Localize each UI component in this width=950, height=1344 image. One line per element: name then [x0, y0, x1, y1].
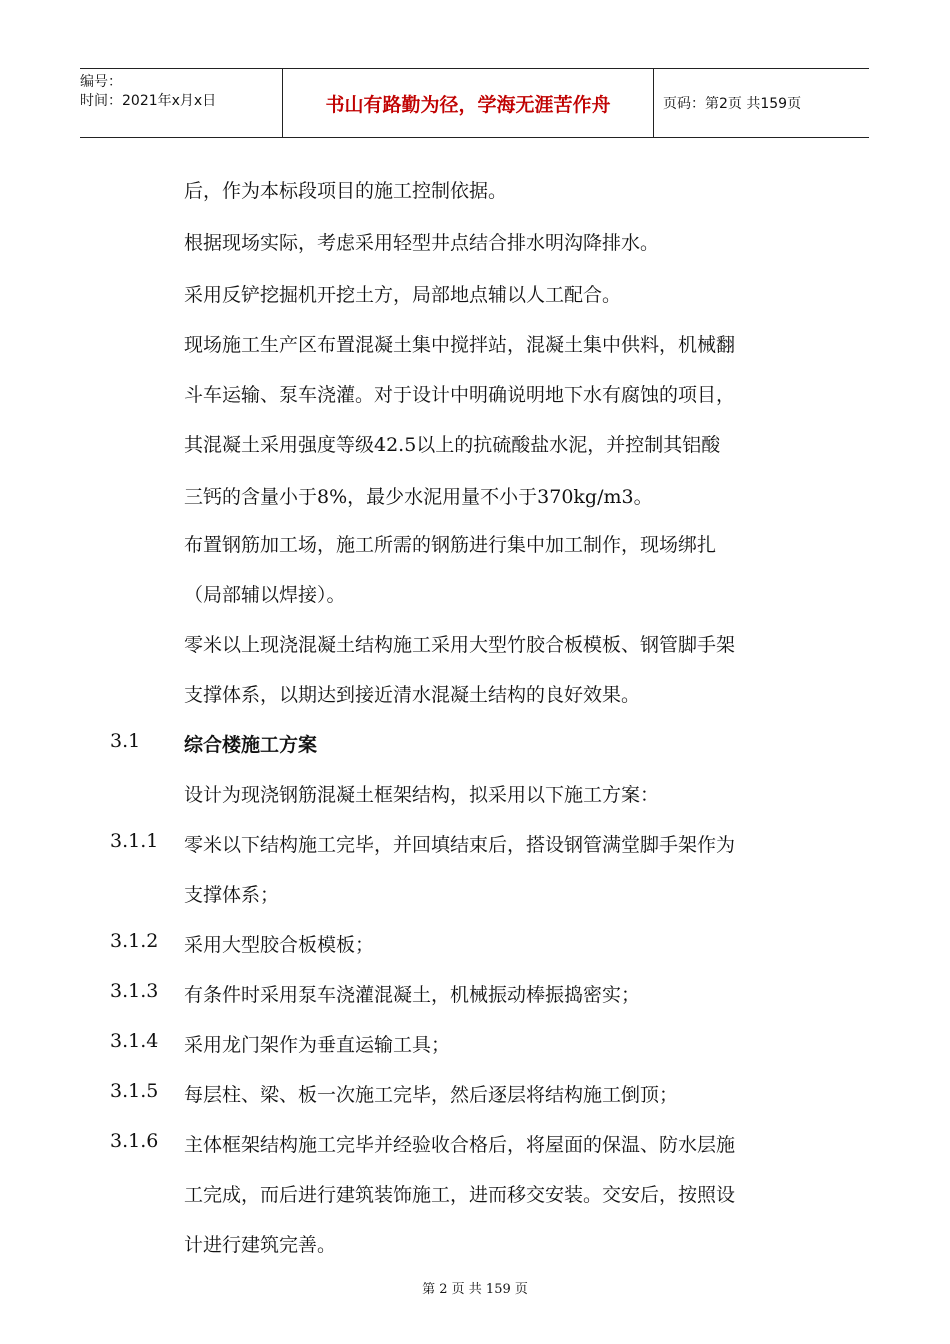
item-number: 3.1.1: [110, 830, 159, 852]
item-line: 采用龙门架作为垂直运输工具；: [184, 1034, 451, 1056]
body-line: 零米以上现浇混凝土结构施工采用大型竹胶合板模板、钢管脚手架: [184, 634, 736, 656]
body-line: 采用反铲挖掘机开挖土方，局部地点辅以人工配合。: [184, 284, 622, 306]
body-line: 其混凝土采用强度等级42.5以上的抗硫酸盐水泥，并控制其铝酸: [184, 434, 721, 456]
body-line: （局部辅以焊接）。: [184, 584, 346, 606]
page-header: [80, 68, 869, 138]
header-page-info: 页码：第2页 共159页: [663, 96, 802, 112]
body-line: 布置钢筋加工场，施工所需的钢筋进行集中加工制作，现场绑扎: [184, 534, 717, 556]
item-number: 3.1.6: [110, 1130, 159, 1152]
section-title: 综合楼施工方案: [184, 734, 318, 756]
header-meta: [80, 69, 282, 137]
page-footer: 第 2 页 共 159 页: [422, 1282, 528, 1297]
body-line: 支撑体系，以期达到接近清水混凝土结构的良好效果。: [184, 684, 641, 706]
item-line: 采用大型胶合板模板；: [184, 934, 375, 956]
body-line: 根据现场实际，考虑采用轻型井点结合排水明沟降排水。: [184, 232, 660, 254]
doc-code-label: 编号：: [80, 74, 122, 90]
body-line: 后，作为本标段项目的施工控制依据。: [184, 180, 508, 202]
item-line: 支撑体系；: [184, 884, 280, 906]
item-line: 每层柱、梁、板一次施工完毕，然后逐层将结构施工倒顶；: [184, 1084, 679, 1106]
doc-time-label: 时间：2021年x月x日: [80, 93, 217, 109]
item-number: 3.1.5: [110, 1080, 159, 1102]
item-number: 3.1.2: [110, 930, 159, 952]
item-line: 主体框架结构施工完毕并经验收合格后，将屋面的保温、防水层施: [184, 1134, 736, 1156]
body-line: 斗车运输、泵车浇灌。对于设计中明确说明地下水有腐蚀的项目，: [184, 384, 736, 406]
item-line: 工完成，而后进行建筑装饰施工，进而移交安装。交安后，按照设: [184, 1184, 736, 1206]
item-line: 零米以下结构施工完毕，并回填结束后，搭设钢管满堂脚手架作为: [184, 834, 736, 856]
header-motto: 书山有路勤为径，学海无涯苦作舟: [282, 69, 654, 137]
item-number: 3.1.4: [110, 1030, 159, 1052]
body-line: 三钙的含量小于8%，最少水泥用量不小于370kg/m3。: [184, 486, 653, 508]
item-line: 计进行建筑完善。: [184, 1234, 337, 1256]
section-number: 3.1: [110, 730, 141, 752]
section-intro: 设计为现浇钢筋混凝土框架结构，拟采用以下施工方案：: [184, 784, 660, 806]
item-number: 3.1.3: [110, 980, 159, 1002]
body-line: 现场施工生产区布置混凝土集中搅拌站，混凝土集中供料，机械翻: [184, 334, 736, 356]
item-line: 有条件时采用泵车浇灌混凝土，机械振动棒振捣密实；: [184, 984, 641, 1006]
